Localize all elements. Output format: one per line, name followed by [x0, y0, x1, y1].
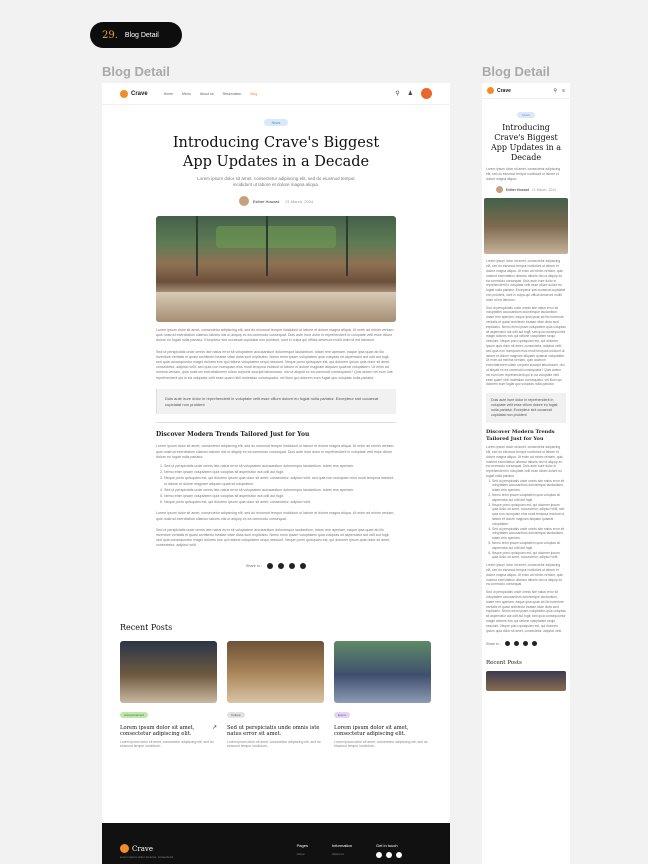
article-title: Introducing Crave's Biggest App Updates in a Decade — [172, 135, 380, 170]
card-title[interactable]: Lorem ipsum dolor sit amet, consectetur adipiscing elit. — [120, 724, 195, 738]
mobile-hero-image — [484, 198, 568, 254]
recent-posts-heading: Recent Posts — [120, 622, 173, 632]
recent-post-card[interactable] — [120, 641, 217, 749]
logo-icon — [487, 87, 494, 94]
card-image — [120, 641, 217, 703]
mobile-search-icon[interactable]: ⚲ — [553, 87, 558, 94]
list-item: 2. Nemo enim ipsam voluptatem quia voluptas sit aspernatur aut odit aut fugit. — [164, 470, 396, 475]
mobile-author-name: Esther Howard — [505, 187, 529, 192]
user-icon[interactable]: ♟ — [407, 91, 413, 97]
footer-whatsapp-icon[interactable] — [386, 852, 392, 858]
card-tag: Culture — [227, 712, 245, 718]
card-title[interactable]: Lorem ipsum dolor sit amet, consectetur adipiscing elit. — [334, 724, 409, 738]
list-item: 1. Sed ut perspiciatis unde omnis iste natus error sit voluptatem accusantium doloremque laudantium, totam rem aperiam. — [164, 464, 396, 469]
nav-item-reservation[interactable]: Reservation — [222, 91, 242, 96]
badge-number: 29. — [102, 29, 118, 41]
card-desc: Lorem ipsum dolor sit amet, consectetur adipiscing elit, sed do eiusmod tempor incididunt... — [334, 739, 428, 749]
mobile-article-title: Introducing Crave's Biggest App Updates in a Decade — [491, 123, 561, 162]
list-item: 4. Sed ut perspiciatis unde omnis iste natus error sit voluptatem accusantium doloremque laudantium, totam rem aperiam. — [492, 527, 566, 541]
share-whatsapp-icon[interactable] — [514, 641, 519, 646]
author-avatar — [239, 196, 249, 206]
card-title[interactable]: Sed ut perspiciatis unde omnis iste natus error sit amet. — [227, 724, 320, 738]
hamburger-menu-icon[interactable]: ≡ — [562, 87, 565, 94]
paragraph-4: Lorem ipsum dolor sit amet, consectetur adipiscing elit, sed do eiusmod tempor incididunt ut labore et dolore magna aliqua. Ut enim ad minim veniam, quis nostrud exercitation ullamco laboris nisi ut aliquip ex ea commodo consequat. — [156, 511, 395, 521]
arrow-icon[interactable]: ↗ — [211, 724, 217, 731]
list-item: 5. Nemo enim ipsam voluptatem quia voluptas sit aspernatur aut odit aut fugit. — [492, 541, 566, 551]
recent-post-card[interactable] — [227, 641, 324, 749]
mobile-recent-heading: Recent Posts — [486, 660, 522, 667]
mobile-brand-name: Crave — [497, 87, 511, 94]
mobile-article-tag: News — [517, 112, 535, 118]
top-nav — [102, 83, 450, 105]
logo-icon — [120, 90, 128, 98]
mobile-frame — [482, 83, 570, 864]
list-item: 3. Neque porro quisquam est, qui dolorem ipsum quia dolor sit amet, consectetur, adipisci velit, sed quia non numquam eius modi tempora incidunt ut labore et dolore magnam aliquam quaerat voluptatem. — [492, 503, 566, 527]
footer-logo-icon — [120, 844, 129, 853]
card-desc: Lorem ipsum dolor sit amet, consectetur adipiscing elit, sed do eiusmod tempor incididunt... — [227, 739, 321, 749]
mobile-recent-card-image[interactable] — [486, 671, 566, 691]
mobile-share-label: Share to : — [486, 641, 501, 646]
share-facebook-icon[interactable] — [505, 641, 510, 646]
mobile-author-row — [482, 186, 570, 193]
paragraph-2: Sed ut perspiciatis unde omnis iste natus error sit voluptatem accusantium doloremque laudantium, totam rem aperiam, eaque ipsa quae ab illo inventore veritatis et quasi architecto beatae vitae dicta sunt explicabo. Nemo enim ipsam voluptatem quia voluptas sit aspernatur aut odit aut fugit, sed quia consequuntur magni dolores eos qui ratione voluptatem sequi nesciunt. Neque porro quisquam est, qui dolorem ipsum quia dolor sit amet, consectetur, adipisci velit, sed quia non numquam eius modi tempora incidunt ut labore et dolore magnam aliquam quaerat voluptatem. Ut enim ad minima veniam, quis nostrum exercitationem ullam corporis suscipit laboriosam, nisi ut aliquid ex ea commodi consequatur? Quis autem vel eum iure reprehenderit qui in ea voluptate velit esse quam nihil molestiae consequatur, vel illum qui dolorem eum fugiat quo voluptas nulla pariatur. — [156, 349, 393, 380]
numbered-list — [156, 464, 396, 505]
paragraph-3: Lorem ipsum dolor sit amet, consectetur adipiscing elit, sed do eiusmod tempor incididunt ut labore et dolore magna aliqua. Ut enim ad minim veniam, quis nostrud exercitation ullamco laboris nisi ut aliquip ex ea commodo consequat. Duis aute irure dolor in reprehenderit in voluptate velit esse cillum dolore eu fugiat nulla pariatur. — [156, 444, 395, 459]
share-twitter-icon[interactable] — [289, 563, 295, 569]
share-pinterest-icon[interactable] — [300, 563, 306, 569]
hero-image — [156, 216, 396, 322]
share-twitter-icon[interactable] — [523, 641, 528, 646]
card-desc: Lorem ipsum dolor sit amet, consectetur adipiscing elit, sed do eiusmod tempor incididunt... — [120, 739, 214, 749]
desktop-frame — [102, 83, 450, 864]
card-image — [334, 641, 431, 703]
footer-col-heading: Information — [331, 843, 352, 848]
mobile-section-label: Blog Detail — [482, 64, 550, 79]
mobile-nav — [482, 83, 570, 99]
share-whatsapp-icon[interactable] — [278, 563, 284, 569]
article-tag: News — [264, 119, 288, 126]
mobile-paragraph-4: Lorem ipsum dolor sit amet, consectetur adipiscing elit, sed do eiusmod tempor incididunt ut labore et dolore magna aliqua. Ut enim ad minim veniam, quis nostrud exercitation ullamco laboris nisi ut aliquip ex ea commodo consequat. — [486, 563, 563, 587]
share-facebook-icon[interactable] — [267, 563, 273, 569]
footer-brand: Crave — [132, 844, 153, 853]
author-name: Esther Howard — [252, 198, 280, 204]
mobile-paragraph-3: Lorem ipsum dolor sit amet, consectetur adipiscing elit, sed do eiusmod tempor incididunt ut labore et dolore magna aliqua. Ut enim ad minim veniam, quis nostrud exercitation ullamco laboris nisi ut aliquip ex ea commodo consequat. Duis aute irure dolor in reprehenderit in voluptate velit esse cillum dolore eu fugiat nulla pariatur. — [486, 445, 563, 478]
card-tag: Announcement — [120, 712, 148, 718]
mobile-numbered-list — [482, 479, 570, 561]
footer-link[interactable]: Home — [296, 852, 305, 856]
nav-menu — [164, 92, 258, 96]
list-item: 3. Neque porro quisquam est, qui dolorem ipsum quia dolor sit amet, consectetur, adipisci velit, sed quia non numquam eius modi tempora incidunt ut labore et dolore magnam aliquam quaerat voluptatem. — [164, 476, 396, 486]
nav-item-blog[interactable]: Blog — [250, 91, 258, 96]
list-item: 6. Neque porro quisquam est, qui dolorem ipsum quia dolor sit amet, consectetur, adipisci velit. — [164, 500, 396, 505]
nav-item-menu[interactable]: Menu — [182, 91, 191, 96]
list-item: 1. Sed ut perspiciatis unde omnis iste natus error sit voluptatem accusantium doloremque laudantium, totam rem aperiam. — [492, 479, 566, 493]
share-pinterest-icon[interactable] — [532, 641, 537, 646]
page-badge — [90, 22, 182, 48]
list-item: 4. Sed ut perspiciatis unde omnis iste natus error sit voluptatem accusantium doloremque laudantium, totam rem aperiam. — [164, 488, 396, 493]
mobile-subtitle: Lorem ipsum dolor sit amet, consectetur adipiscing elit, sed do eiusmod tempor incididunt ut labore et dolore magna aliqua. — [486, 167, 561, 181]
mobile-section-heading: Discover Modern Trends Tailored Just for You — [486, 429, 555, 442]
share-label: Share to : — [245, 563, 263, 568]
avatar[interactable] — [421, 88, 432, 99]
footer-col-heading: Get in touch — [376, 843, 398, 848]
list-item: 5. Nemo enim ipsam voluptatem quia voluptas sit aspernatur aut odit aut fugit. — [164, 494, 396, 499]
brand-logo[interactable] — [120, 90, 148, 98]
footer-link[interactable]: About us — [331, 852, 344, 856]
mobile-paragraph-1: Lorem ipsum dolor sit amet, consectetur adipiscing elit, sed do eiusmod tempor incididunt ut labore et dolore magna aliqua. Ut enim ad minim veniam, quis nostrud exercitation ullamco laboris nisi ut aliquip ex ea commodo consequat. Duis aute irure dolor in reprehenderit in voluptate velit esse cillum dolore eu fugiat nulla pariatur. Excepteur sint occaecat cupidatat non proident, sunt in culpa qui officia deserunt mollit anim id est laborum. — [486, 259, 565, 302]
mobile-article-date: 21 March, 2024 — [531, 187, 557, 192]
recent-post-card[interactable] — [334, 641, 431, 749]
mobile-blockquote: Duis aute irure dolor in reprehenderit in voluptate velit esse cillum dolore eu fugiat nulla pariatur. Excepteur sint occaecat cupidatat non proident — [486, 393, 566, 423]
section-heading: Discover Modern Trends Tailored Just for You — [156, 431, 310, 439]
footer-facebook-icon[interactable] — [376, 852, 382, 858]
divider — [156, 422, 396, 423]
footer-tagline: Lorem ipsum dolor sit amet, consectetur — [120, 855, 174, 859]
search-icon[interactable]: ⚲ — [395, 91, 400, 97]
list-item: 6. Neque porro quisquam est, qui dolorem ipsum quia dolor sit amet, consectetur, adipisci velit. — [492, 551, 566, 561]
card-image — [227, 641, 324, 703]
paragraph-1: Lorem ipsum dolor sit amet, consectetur adipiscing elit, sed do eiusmod tempor incididunt ut labore et dolore magna aliqua. Ut enim ad minim veniam, quis nostrud exercitation ullamco laboris nisi ut aliquip ex ea commodo consequat. Duis aute irure dolor in reprehenderit in voluptate velit esse cillum dolore eu fugiat nulla pariatur. Excepteur sint occaecat cupidatat non proident, sunt in culpa qui officia deserunt mollit anim id est laborum. — [156, 328, 395, 343]
badge-label: Blog Detail — [124, 31, 159, 39]
mobile-paragraph-2: Sed ut perspiciatis unde omnis iste natus error sit voluptatem accusantium doloremque laudantium, totam rem aperiam, eaque ipsa quae ab illo inventore veritatis et quasi architecto beatae vitae dicta sunt explicabo. Nemo enim ipsam voluptatem quia voluptas sit aspernatur aut odit aut fugit, sed quia consequuntur magni dolores eos qui ratione voluptatem sequi nesciunt. Neque porro quisquam est, qui dolorem ipsum quia dolor sit amet, consectetur, adipisci velit, sed quia non numquam eius modi tempora incidunt ut labore et dolore magnam aliquam quaerat voluptatem. Ut enim ad minima veniam, quis nostrum exercitationem ullam corporis suscipit laboriosam, nisi ut aliquid ex ea commodi consequatur? Quis autem vel eum iure reprehenderit qui in ea voluptate velit esse quam nihil molestiae consequatur, vel illum qui dolorem eum fugiat quo voluptas nulla pariatur. — [486, 305, 566, 387]
footer-instagram-icon[interactable] — [396, 852, 402, 858]
article-date: 21 March, 2024 — [285, 198, 314, 204]
mobile-brand-logo[interactable] — [487, 87, 511, 94]
mobile-paragraph-5: Sed ut perspiciatis unde omnis iste natus error sit voluptatem accusantium doloremque laudantium, totam rem aperiam, eaque ipsa quae ab illo inventore veritatis et quasi architecto beatae vitae dicta sunt explicabo. Nemo enim ipsam voluptatem quia voluptas sit aspernatur aut odit aut fugit, sed quia consequuntur magni dolores eos qui ratione voluptatem sequi nesciunt. Neque porro quisquam est, qui dolorem ipsum quia dolor sit amet, consectetur, adipisci velit. — [486, 590, 566, 633]
list-item: 2. Nemo enim ipsam voluptatem quia voluptas sit aspernatur aut odit aut fugit. — [492, 493, 566, 503]
footer — [102, 823, 450, 864]
footer-col-heading: Pages — [296, 843, 308, 848]
card-tag: Event — [334, 712, 350, 718]
author-avatar — [496, 186, 503, 193]
desktop-section-label: Blog Detail — [102, 64, 170, 79]
mobile-share-row — [482, 641, 570, 646]
share-row — [102, 563, 450, 569]
paragraph-5: Sed ut perspiciatis unde omnis iste natus error sit voluptatem accusantium doloremque laudantium, totam rem aperiam, eaque ipsa quae ab illo inventore veritatis et quasi architecto beatae vitae dicta sunt explicabo. Nemo enim ipsam voluptatem quia voluptas sit aspernatur aut odit aut fugit, sed quia consequuntur magni dolores eos qui ratione voluptatem sequi nesciunt. Neque porro quisquam est, qui dolorem ipsum quia dolor sit amet, consectetur, adipisci velit. — [156, 527, 391, 548]
nav-item-home[interactable]: Home — [163, 91, 174, 96]
nav-item-about[interactable]: About us — [199, 91, 214, 96]
article-subtitle: Lorem ipsum dolor sit amet, consectetur adipiscing elit, sed do eiusmod tempor incididunt ut labore et dolore magna aliqua. — [197, 176, 355, 187]
blockquote: Duis aute irure dolor in reprehenderit in voluptate velit esse cillum dolore eu fugiat nulla pariatur. Excepteur sint occaecat cupidatat non proident — [156, 389, 396, 415]
brand-name: Crave — [131, 90, 148, 97]
author-row — [102, 196, 450, 206]
